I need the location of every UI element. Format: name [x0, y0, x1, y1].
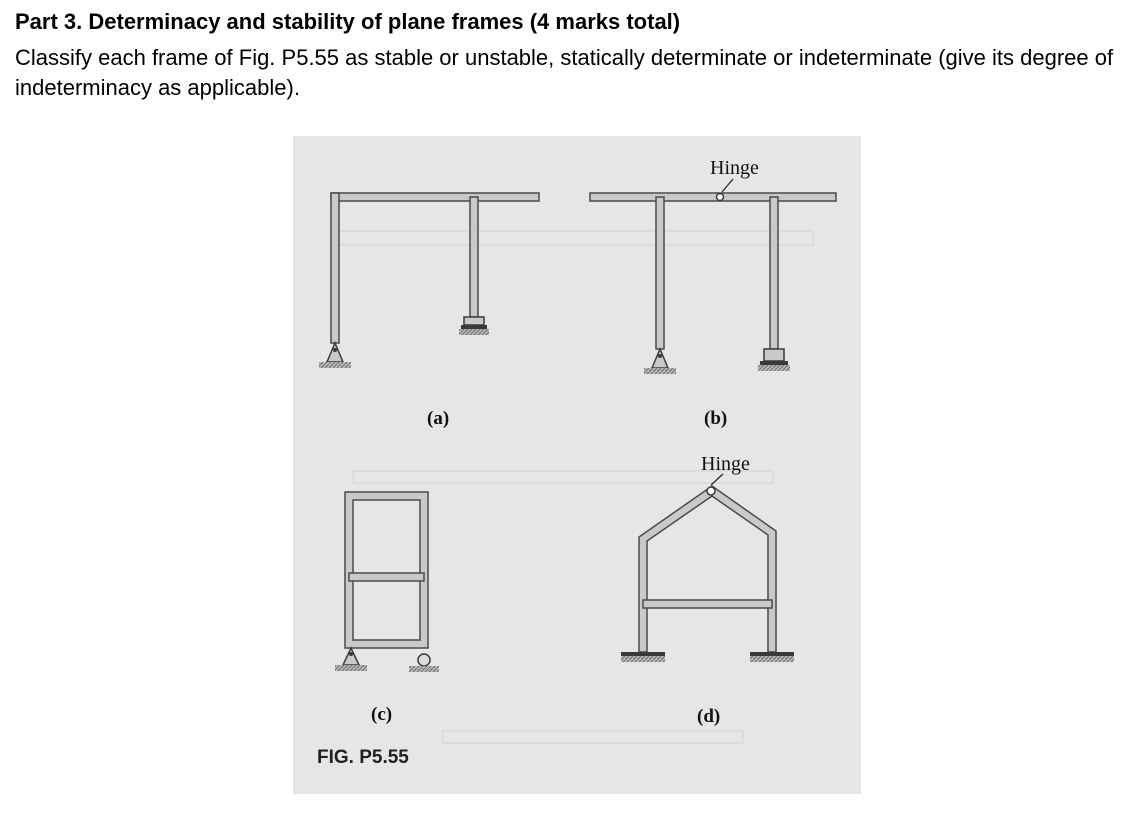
frame-a-fixed-support [459, 317, 489, 335]
frame-a-beam [331, 193, 539, 201]
figure-caption: FIG. P5.55 [317, 747, 409, 768]
frame-b-label: (b) [704, 408, 728, 429]
figure-p5-55 [293, 136, 861, 794]
frames-drawing [293, 136, 861, 794]
frame-b-right-column [770, 197, 778, 349]
frame-a-right-column [470, 197, 478, 317]
background-show-through [333, 231, 813, 743]
frame-a-left-column [331, 193, 339, 343]
frame-b [590, 193, 836, 349]
question-prompt: Classify each frame of Fig. P5.55 as stable or unstable, statically determinate or indeterminate (give its degree of indeterminacy as applicable). [15, 45, 1114, 100]
frame-a-pin-support [319, 343, 351, 368]
frame-c-roller-support [409, 654, 439, 672]
frame-d-outer [639, 486, 776, 652]
frame-c-label: (c) [371, 704, 393, 725]
frame-a-label: (a) [427, 408, 450, 429]
question-heading: Part 3. Determinacy and stability of plane frames (4 marks total) [15, 9, 681, 34]
frame-b-left-column [656, 197, 664, 349]
frame-c-outer [345, 492, 428, 648]
frame-d [639, 486, 776, 652]
frame-b-hinge-label: Hinge [710, 157, 759, 179]
frame-b-roller-support [758, 349, 790, 371]
frame-c [345, 492, 428, 648]
frame-d-middle-beam [643, 600, 772, 608]
frame-a [331, 193, 539, 343]
frame-d-label: (d) [697, 706, 721, 727]
frame-b-pin-support [644, 349, 676, 374]
frame-d-fixed-support-right [750, 652, 794, 662]
frame-c-pin-support [335, 648, 367, 671]
frame-b-beam [590, 193, 836, 201]
frame-d-fixed-support-left [621, 652, 665, 662]
frame-d-hinge-label: Hinge [701, 453, 750, 475]
frame-c-middle-beam [349, 573, 424, 581]
